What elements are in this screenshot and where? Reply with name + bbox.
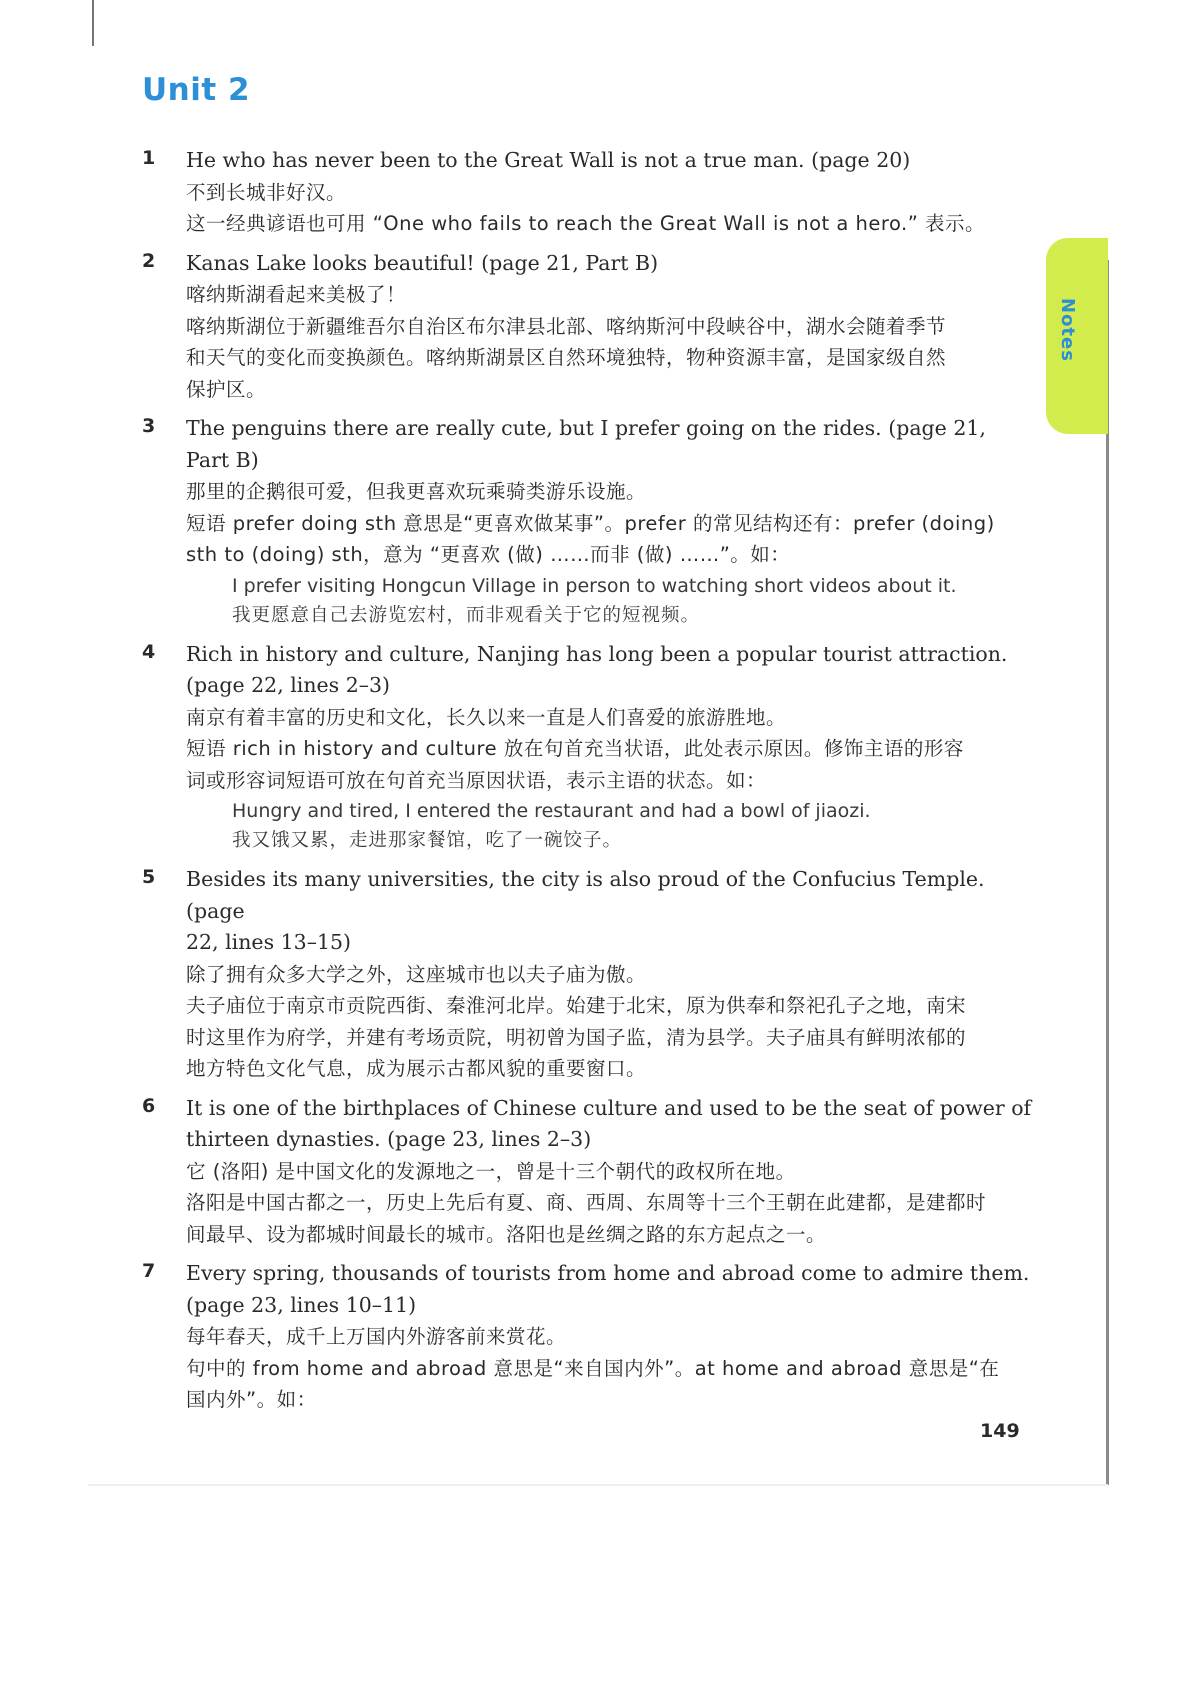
note-item: [142, 864, 1032, 1085]
example-chinese: 我更愿意自己去游览宏村，而非观看关于它的短视频。: [232, 604, 701, 626]
note-chinese-line: 间最早、设为都城时间最长的城市。洛阳也是丝绸之路的东方起点之一。: [186, 1222, 827, 1246]
note-number: 2: [142, 249, 156, 272]
note-english-line: The penguins there are really cute, but I prefer going on the rides. (page 21, Part B): [186, 416, 986, 472]
note-chinese-line: 句中的 from home and abroad 意思是“来自国内外”。at home and abroad 意思是“在: [186, 1356, 1000, 1380]
note-number: 4: [142, 640, 156, 663]
note-english-line: Every spring, thousands of tourists from home and abroad come to admire them.: [186, 1261, 1030, 1285]
note-chinese-line: 地方特色文化气息，成为展示古都风貌的重要窗口。: [186, 1057, 647, 1080]
note-chinese-line: 不到长城非好汉。: [186, 180, 347, 204]
example-english: I prefer visiting Hongcun Village in person to watching short videos about it.: [232, 574, 957, 597]
note-chinese-line: 这一经典谚语也可用 “One who fails to reach the Great Wall is not a hero.” 表示。: [186, 212, 986, 235]
example-english: Hungry and tired, I entered the restaurant and had a bowl of jiaozi.: [232, 800, 871, 822]
note-chinese-line: 喀纳斯湖看起来美极了！: [186, 283, 407, 306]
note-chinese-line: 夫子庙位于南京市贡院西街、秦淮河北岸。始建于北宋，原为供奉和祭祀孔子之地，南宋: [186, 994, 967, 1017]
note-english-line: Besides its many universities, the city is also proud of the Confucius Temple. (page: [186, 867, 985, 923]
page-bottom-edge: [88, 1484, 1108, 1486]
note-item: [142, 1258, 1032, 1416]
note-english-line: Rich in history and culture, Nanjing has long been a popular tourist attraction.: [186, 641, 1008, 666]
note-number: 7: [142, 1260, 156, 1282]
note-chinese-line: 它 (洛阳) 是中国文化的发源地之一，曾是十三个朝代的政权所在地。: [186, 1159, 796, 1183]
note-chinese-line: 洛阳是中国古都之一，历史上先后有夏、商、西周、东周等十三个王朝在此建都，是建都时: [186, 1191, 987, 1214]
note-chinese-line: 喀纳斯湖位于新疆维吾尔自治区布尔津县北部、喀纳斯河中段峡谷中，湖水会随着季节: [186, 314, 947, 338]
note-chinese-line: 除了拥有众多大学之外，这座城市也以夫子庙为傲。: [186, 962, 647, 986]
note-english-line: thirteen dynasties. (page 23, lines 2–3): [186, 1127, 592, 1151]
note-item: [142, 639, 1032, 857]
note-english-line: Kanas Lake looks beautiful! (page 21, Part B): [186, 250, 659, 275]
example-chinese: 我又饿又累，走进那家餐馆，吃了一碗饺子。: [232, 830, 623, 851]
unit-title: Unit 2: [142, 72, 251, 108]
scan-edge-line: [92, 0, 94, 46]
note-example: [186, 796, 1032, 856]
note-number: 5: [142, 866, 156, 888]
note-chinese-line: 保护区。: [186, 377, 267, 401]
note-item: [142, 413, 1032, 631]
note-item: [142, 145, 1032, 240]
note-number: 3: [142, 415, 156, 437]
note-english-line: (page 23, lines 10–11): [186, 1292, 417, 1317]
page-number: 149: [980, 1420, 1020, 1442]
note-english-line: 22, lines 13–15): [186, 930, 352, 954]
note-chinese-line: 和天气的变化而变换颜色。喀纳斯湖景区自然环境独特，物种资源丰富，是国家级自然: [186, 346, 947, 369]
page-edge: [1106, 260, 1109, 1485]
note-chinese-line: 那里的企鹅很可爱，但我更喜欢玩乘骑类游乐设施。: [186, 480, 647, 503]
note-english-line: He who has never been to the Great Wall is not a true man. (page 20): [186, 148, 911, 172]
note-item: [142, 248, 1032, 406]
note-english-line: (page 22, lines 2–3): [186, 673, 391, 697]
notes-side-tab-label: Notes: [1057, 298, 1078, 362]
notes-list: [142, 145, 1032, 1424]
note-chinese-line: 短语 prefer doing sth 意思是“更喜欢做某事”。prefer 的常见结构还有：prefer (doing): [186, 511, 995, 535]
note-chinese-line: sth to (doing) sth，意为 “更喜欢 (做) ……而非 (做) ……”。如：: [186, 543, 791, 566]
note-english-line: It is one of the birthplaces of Chinese culture and used to be the seat of power of: [186, 1095, 1032, 1120]
note-number: 6: [142, 1094, 156, 1117]
note-chinese-line: 词或形容词短语可放在句首充当原因状语，表示主语的状态。如：: [186, 768, 767, 792]
note-item: [142, 1093, 1032, 1251]
note-chinese-line: 短语 rich in history and culture 放在句首充当状语，此处表示原因。修饰主语的形容: [186, 737, 964, 760]
note-chinese-line: 国内外”。如：: [186, 1388, 317, 1411]
note-number: 1: [142, 147, 156, 169]
note-chinese-line: 时这里作为府学，并建有考场贡院，明初曾为国子监，清为县学。夫子庙具有鲜明浓郁的: [186, 1025, 967, 1049]
note-chinese-line: 每年春天，成千上万国内外游客前来赏花。: [186, 1325, 567, 1348]
note-chinese-line: 南京有着丰富的历史和文化，长久以来一直是人们喜爱的旅游胜地。: [186, 705, 787, 729]
note-example: [186, 571, 1032, 631]
